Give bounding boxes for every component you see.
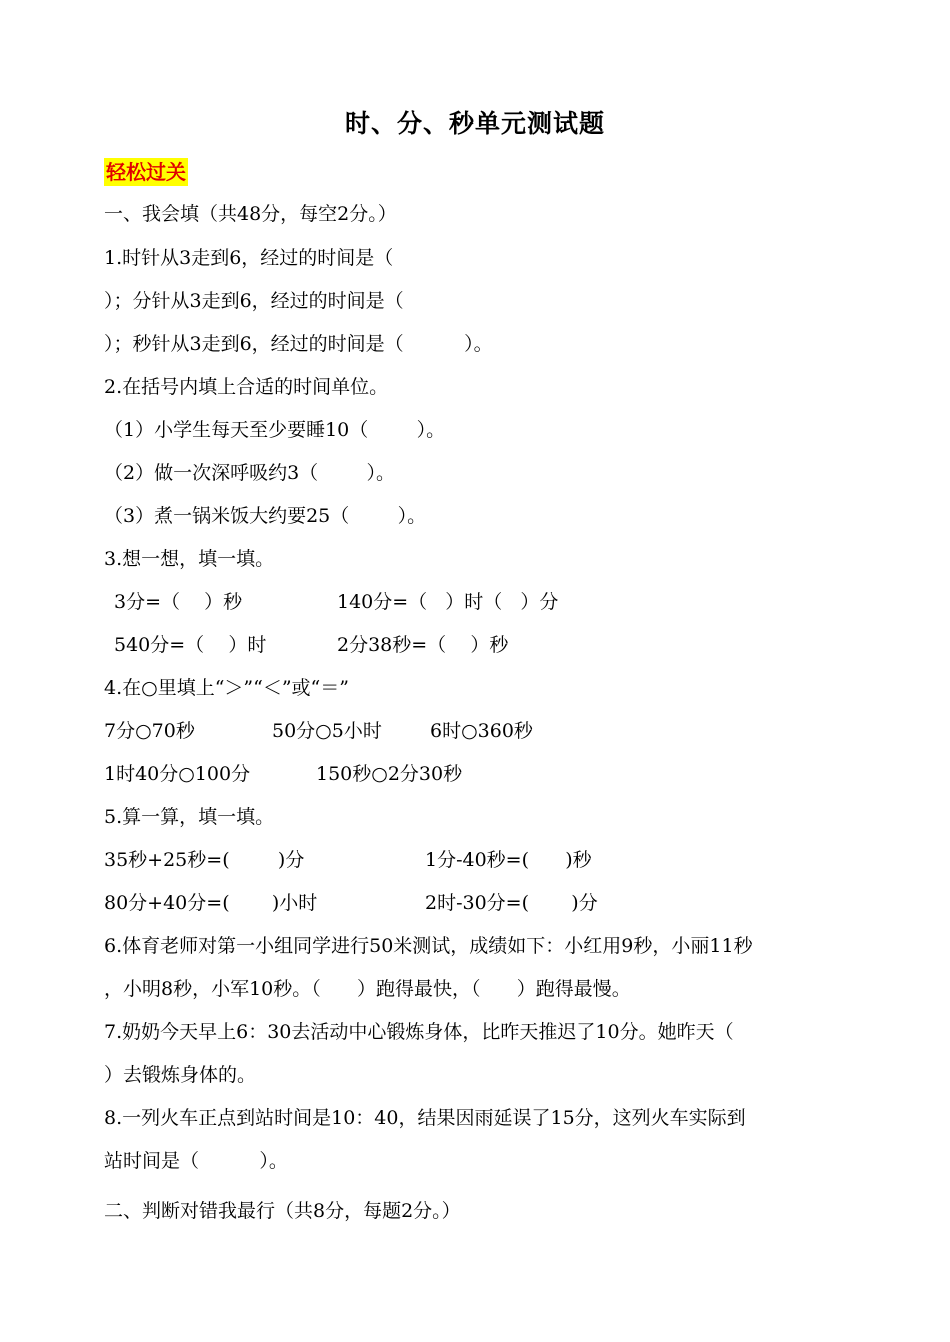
q1-line1: 1.时针从3走到6，经过的时间是（ bbox=[104, 247, 394, 269]
q6-line2: ，小明8秒，小军10秒。（ ）跑得最快，（ ）跑得最慢。 bbox=[104, 978, 631, 1000]
q6-line1: 6.体育老师对第一小组同学进行50米测试，成绩如下：小红用9秒，小丽11秒 bbox=[104, 935, 753, 957]
section1-heading: 一、我会填（共48分，每空2分。） bbox=[104, 203, 397, 225]
page-title: 时、分、秒单元测试题 bbox=[344, 109, 605, 138]
q7-line2: ）去锻炼身体的。 bbox=[104, 1064, 257, 1086]
q2-stem: 2.在括号内填上合适的时间单位。 bbox=[104, 376, 389, 398]
q3-row2b: 2分38秒=（ ）秒 bbox=[337, 634, 509, 656]
q4-row1b: 50分○5小时 bbox=[272, 720, 382, 742]
q4-row2a: 1时40分○100分 bbox=[104, 763, 251, 785]
q8-line1: 8.一列火车正点到站时间是10：40，结果因雨延误了15分，这列火车实际到 bbox=[104, 1107, 746, 1129]
q7-line1: 7.奶奶今天早上6：30去活动中心锻炼身体，比昨天推迟了10分。她昨天（ bbox=[104, 1021, 734, 1043]
q3-row1b: 140分=（ ）时（ ）分 bbox=[337, 591, 559, 613]
q5-row2b: 2时-30分=( )分 bbox=[425, 892, 598, 914]
section2-heading: 二、判断对错我最行（共8分，每题2分。） bbox=[104, 1200, 461, 1222]
q5-row2a: 80分+40分=( )小时 bbox=[104, 892, 318, 914]
q1-line2: ）；分针从3走到6，经过的时间是（ bbox=[104, 290, 404, 312]
section-tag: 轻松过关 bbox=[106, 160, 186, 184]
q5-stem: 5.算一算，填一填。 bbox=[104, 806, 275, 828]
q4-row2b: 150秒○2分30秒 bbox=[316, 763, 463, 785]
q4-row1a: 7分○70秒 bbox=[104, 720, 195, 742]
q3-row1a: 3分=（ ）秒 bbox=[114, 591, 243, 613]
q4-row1c: 6时○360秒 bbox=[430, 720, 533, 742]
q4-stem: 4.在○里填上“＞”“＜”或“＝” bbox=[104, 677, 349, 699]
q2-item-3: （3）煮一锅米饭大约要25（ ）。 bbox=[104, 505, 427, 527]
q3-stem: 3.想一想，填一填。 bbox=[104, 548, 275, 570]
q2-item-2: （2）做一次深呼吸约3（ ）。 bbox=[104, 462, 395, 484]
q8-line2: 站时间是（ ）。 bbox=[104, 1150, 288, 1172]
q1-line3: ）；秒针从3走到6，经过的时间是（ ）。 bbox=[104, 333, 493, 355]
q5-row1b: 1分-40秒=( )秒 bbox=[425, 849, 592, 871]
q5-row1a: 35秒+25秒=( )分 bbox=[104, 849, 305, 871]
q3-row2a: 540分=（ ）时 bbox=[114, 634, 267, 656]
q2-item-1: （1）小学生每天至少要睡10（ ）。 bbox=[104, 419, 446, 441]
